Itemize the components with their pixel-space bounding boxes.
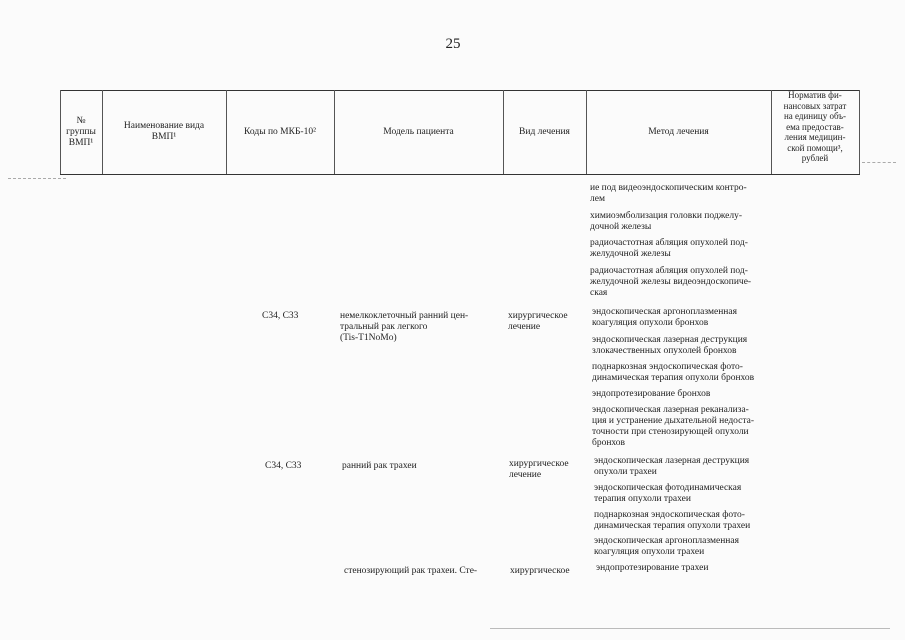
treatment-type-text: хирургическое лечение <box>508 311 568 332</box>
patient-model-text: ранний рак трахеи <box>342 461 417 471</box>
scan-noise-line <box>8 178 66 179</box>
method-text: эндопротезирование бронхов <box>592 389 711 399</box>
method-text: ие под видеоэндоскопическим контро- лем <box>590 183 747 204</box>
method-text: поднаркозная эндоскопическая фото- динамическая терапия опухоли трахеи <box>594 510 751 531</box>
method-text: поднаркозная эндоскопическая фото- динамическая терапия опухоли бронхов <box>592 362 755 383</box>
icd-code-text: C34, C33 <box>265 461 302 471</box>
header-patient-model: Модель пациента <box>383 126 454 137</box>
method-text: эндоскопическая фотодинамическая терапия опухоли трахеи <box>594 483 742 504</box>
method-text: эндоскопическая лазерная деструкция опухоли трахеи <box>594 456 750 477</box>
icd-code-text: C34, C33 <box>262 311 299 321</box>
header-vmp-name: Наименование вида ВМП¹ <box>123 121 205 142</box>
header-treatment-type: Вид лечения <box>519 126 570 137</box>
method-text: радиочастотная абляция опухолей под- желудочной железы <box>590 238 748 259</box>
header-bottom-border <box>60 174 860 175</box>
method-text: эндоскопическая лазерная реканализа- ция и устранение дыхательной недоста- точности при стенозирующей опухоли бронхов <box>592 405 755 448</box>
method-text: эндоскопическая лазерная деструкция злокачественных опухолей бронхов <box>592 335 748 356</box>
patient-model-text: стенозирующий рак трахеи. Сте- <box>344 566 478 576</box>
scan-noise-line <box>490 628 890 629</box>
patient-model-text: немелкоклеточный ранний цен- тральный рак легкого (Tis-T1NoMo) <box>340 311 469 343</box>
page-number: 25 <box>445 36 461 52</box>
treatment-type-text: хирургическое лечение <box>509 459 569 480</box>
header-top-border <box>60 90 860 91</box>
method-text: химиоэмболизация головки поджелу- дочной железы <box>590 211 743 232</box>
header-right-border <box>859 90 860 174</box>
header-icd-codes: Коды по МКБ-10² <box>244 126 316 137</box>
method-text: эндоскопическая аргоноплазменная коагуляция опухоли трахеи <box>594 536 739 557</box>
header-treatment-method: Метод лечения <box>648 126 709 137</box>
header-group-number: № группы ВМП¹ <box>66 115 96 148</box>
method-text: радиочастотная абляция опухолей под- желудочной железы видеоэндоскопиче- ская <box>590 266 752 298</box>
scan-noise-line <box>862 162 896 163</box>
method-text: эндоскопическая аргоноплазменная коагуляция опухоли бронхов <box>592 307 737 328</box>
header-cost-norm: Норматив фи- нансовых затрат на единицу объ- ема предостав- ления медицин- ской помощи³, рублей <box>783 90 847 164</box>
method-text: эндопротезирование трахеи <box>596 563 709 573</box>
treatment-type-text: хирургическое <box>510 566 570 576</box>
